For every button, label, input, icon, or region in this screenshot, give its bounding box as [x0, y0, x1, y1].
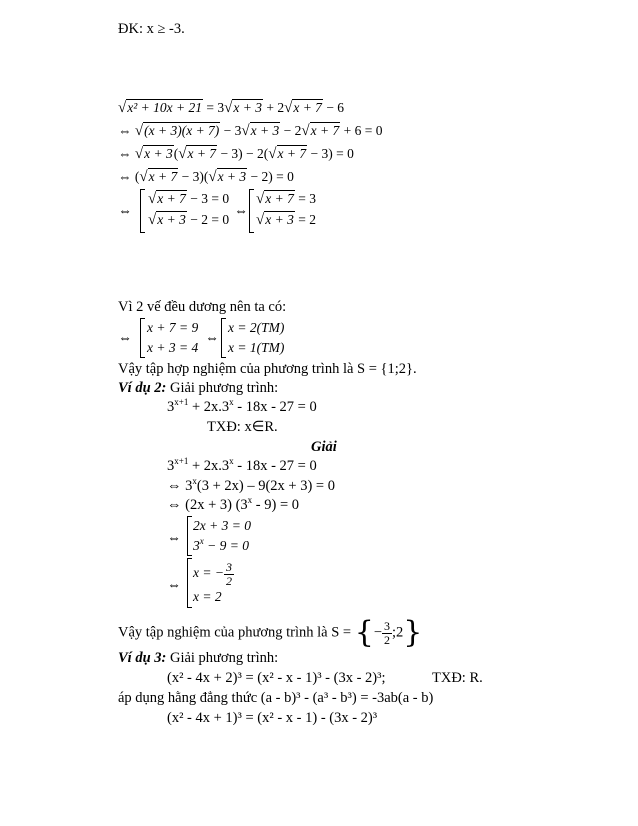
radical-2: √x + 3 [224, 100, 262, 116]
bracket-system-5 [187, 516, 192, 556]
ex2-equation: $3^{x+1} + 2x.3^x - 18x - 27 = 0$ [167, 397, 317, 415]
iff-symbol: ⇔ [205, 331, 219, 346]
ex2-step-1: $3^{x+1} + 2x.3^x - 18x - 27 = 0$ [167, 456, 317, 474]
ex3-equation: (x² - 4x + 2)³ = (x² - x - 1)³ - (3x - 2)³; [167, 670, 386, 686]
ex2-domain: TXĐ: x∈R. [207, 419, 278, 435]
system-4-line-a: x = 2(TM) [228, 320, 285, 335]
radical-1: √x² + 10x + 21 [118, 100, 202, 116]
iff-symbol: ⇔ [167, 578, 181, 593]
ex2-conclusion: Vậy tập nghiệm của phương trình là S = {− $\frac{3}{2}$ ;2} [118, 615, 423, 651]
ex3-identity: áp dụng hằng đẳng thức (a - b)³ - (a³ - b³) = -3ab(a - b) [118, 690, 434, 706]
ex3-heading: Ví dụ 3: Giải phương trình: [118, 650, 279, 666]
equation-line-3: ⇔ √x + 3(√x + 7 − 3) − 2(√x + 7 − 3) = 0 [118, 146, 354, 162]
ex3-domain: TXĐ: R. [432, 670, 483, 686]
iff-symbol: ⇔ [167, 531, 181, 546]
ex1-conclusion: Vậy tập hợp nghiệm của phương trình là S = {1;2}. [118, 361, 417, 377]
equation-line-2: ⇔ √(x + 3)(x + 7) − 3√x + 3 − 2√x + 7 + 6 = 0 [118, 123, 383, 139]
system-2-line-b: √x + 3 = 2 [256, 212, 316, 228]
ex2-step-3: ⇔ (2x + 3) (3$^x$ - 9) = 0 [167, 495, 300, 513]
system-6-line-b: x = 2 [193, 589, 222, 604]
solution-heading: Giải [311, 439, 337, 455]
radical-3: √x + 7 [284, 100, 322, 116]
fraction-three-halves: $\frac{3}{2}$ [225, 560, 232, 588]
system-3-line-b: x + 3 = 4 [147, 340, 199, 355]
bracket-system-6 [187, 558, 192, 608]
system-6-line-a: x = − $\frac{3}{2}$ [193, 560, 232, 588]
iff-symbol: ⇔ [118, 331, 132, 346]
equation-line-4: ⇔ (√x + 7 − 3)(√x + 3 − 2) = 0 [118, 169, 294, 185]
both-sides-positive-text: Vì 2 vế đều dương nên ta có: [118, 299, 287, 315]
bracket-system-4 [221, 318, 226, 358]
domain-condition: ĐK: x ≥ -3. [118, 21, 185, 37]
equation-line-1: √x² + 10x + 21 = 3√x + 3 + 2√x + 7 − 6 [118, 100, 345, 116]
system-1-line-a: √x + 7 − 3 = 0 [148, 191, 230, 207]
system-1-line-b: √x + 3 − 2 = 0 [148, 212, 230, 228]
ex2-heading: Ví dụ 2: Giải phương trình: [118, 380, 279, 396]
bracket-system-2 [249, 189, 254, 233]
system-2-line-a: √x + 7 = 3 [256, 191, 316, 207]
ex2-step-2: ⇔ $3^x(3 + 2x) - 9(2x + 3) = 0$ [167, 476, 335, 494]
ex3-equation-2: (x² - 4x + 1)³ = (x² - x - 1) - (3x - 2)³ [167, 710, 378, 726]
fraction-set: $\frac{3}{2}$ [384, 619, 391, 647]
system-4-line-b: x = 1(TM) [228, 340, 285, 355]
bracket-system-1 [140, 189, 145, 233]
iff-symbol: ⇔ [118, 204, 132, 219]
bracket-system-3 [140, 318, 145, 358]
system-5-line-b: $3^x - 9 = 0$ [193, 536, 249, 553]
iff-symbol: ⇔ [234, 204, 248, 219]
system-3-line-a: x + 7 = 9 [147, 320, 199, 335]
system-5-line-a: 2x + 3 = 0 [193, 518, 251, 533]
